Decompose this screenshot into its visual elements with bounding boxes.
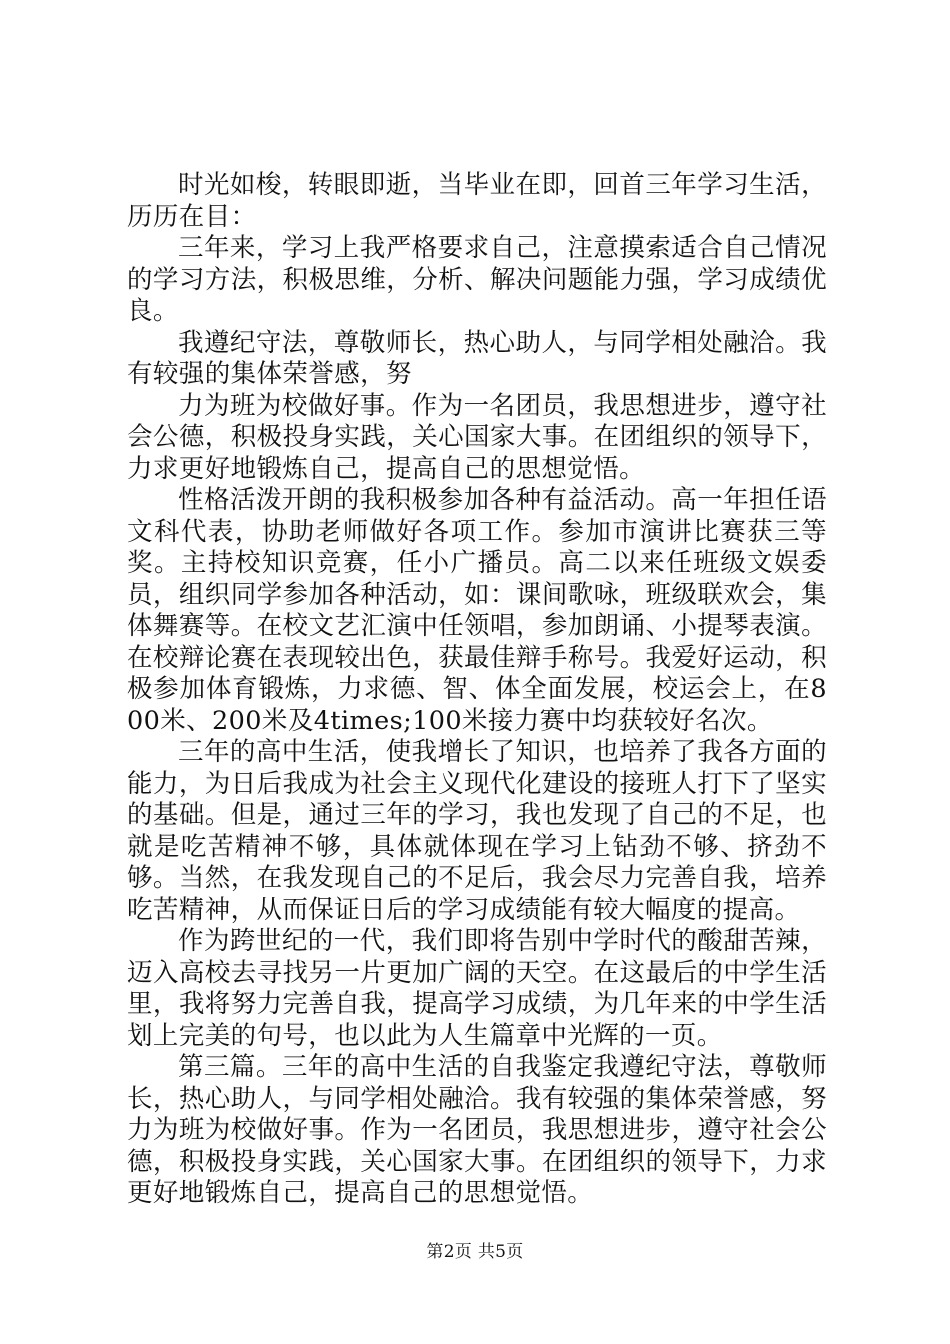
document-body xyxy=(127,170,827,1210)
paragraph-intro: 时光如梭，转眼即逝，当毕业在即，回首三年学习生活，历历在目： xyxy=(127,170,827,232)
paragraph-discipline: 我遵纪守法，尊敬师长，热心助人，与同学相处融洽。我有较强的集体荣誉感，努 xyxy=(127,327,827,389)
page-number-footer: 第2页 共5页 xyxy=(426,1242,524,1262)
paragraph-shortcomings: 三年的高中生活，使我增长了知识，也培养了我各方面的能力，为日后我成为社会主义现代化建设的接班人打下了坚实的基础。但是，通过三年的学习，我也发现了自己的不足，也就是吃苦精神不够，具体就体现在学习上钻劲不够、挤劲不够。当然，在我发现自己的不足后，我会尽力完善自我，培养吃苦精神，从而保证日后的学习成绩能有较大幅度的提高。 xyxy=(127,737,827,925)
paragraph-study: 三年来，学习上我严格要求自己，注意摸索适合自己情况的学习方法，积极思维，分析、解决问题能力强，学习成绩优良。 xyxy=(127,233,827,326)
paragraph-activities: 性格活泼开朗的我积极参加各种有益活动。高一年担任语文科代表，协助老师做好各项工作。参加市演讲比赛获三等奖。主持校知识竞赛，任小广播员。高二以来任班级文娱委员，组织同学参加各种活动，如：课间歌咏，班级联欢会，集体舞赛等。在校文艺汇演中任领唱，参加朗诵、小提琴表演。在校辩论赛在表现较出色，获最佳辩手称号。我爱好运动，积极参加体育锻炼，力求德、智、体全面发展，校运会上，在800米、200米及4times;100米接力赛中均获较好名次。 xyxy=(127,485,827,736)
paragraph-future: 作为跨世纪的一代，我们即将告别中学时代的酸甜苦辣，迈入高校去寻找另一片更加广阔的天空。在这最后的中学生活里，我将努力完善自我，提高学习成绩，为几年来的中学生活划上完美的句号，也以此为人生篇章中光辉的一页。 xyxy=(127,926,827,1051)
paragraph-league-member: 力为班为校做好事。作为一名团员，我思想进步，遵守社会公德，积极投身实践，关心国家大事。在团组织的领导下，力求更好地锻炼自己，提高自己的思想觉悟。 xyxy=(127,390,827,484)
paragraph-third-article: 第三篇。三年的高中生活的自我鉴定我遵纪守法，尊敬师长，热心助人，与同学相处融洽。我有较强的集体荣誉感，努力为班为校做好事。作为一名团员，我思想进步，遵守社会公德，积极投身实践，关心国家大事。在团组织的领导下，力求更好地锻炼自己，提高自己的思想觉悟。 xyxy=(127,1052,827,1208)
